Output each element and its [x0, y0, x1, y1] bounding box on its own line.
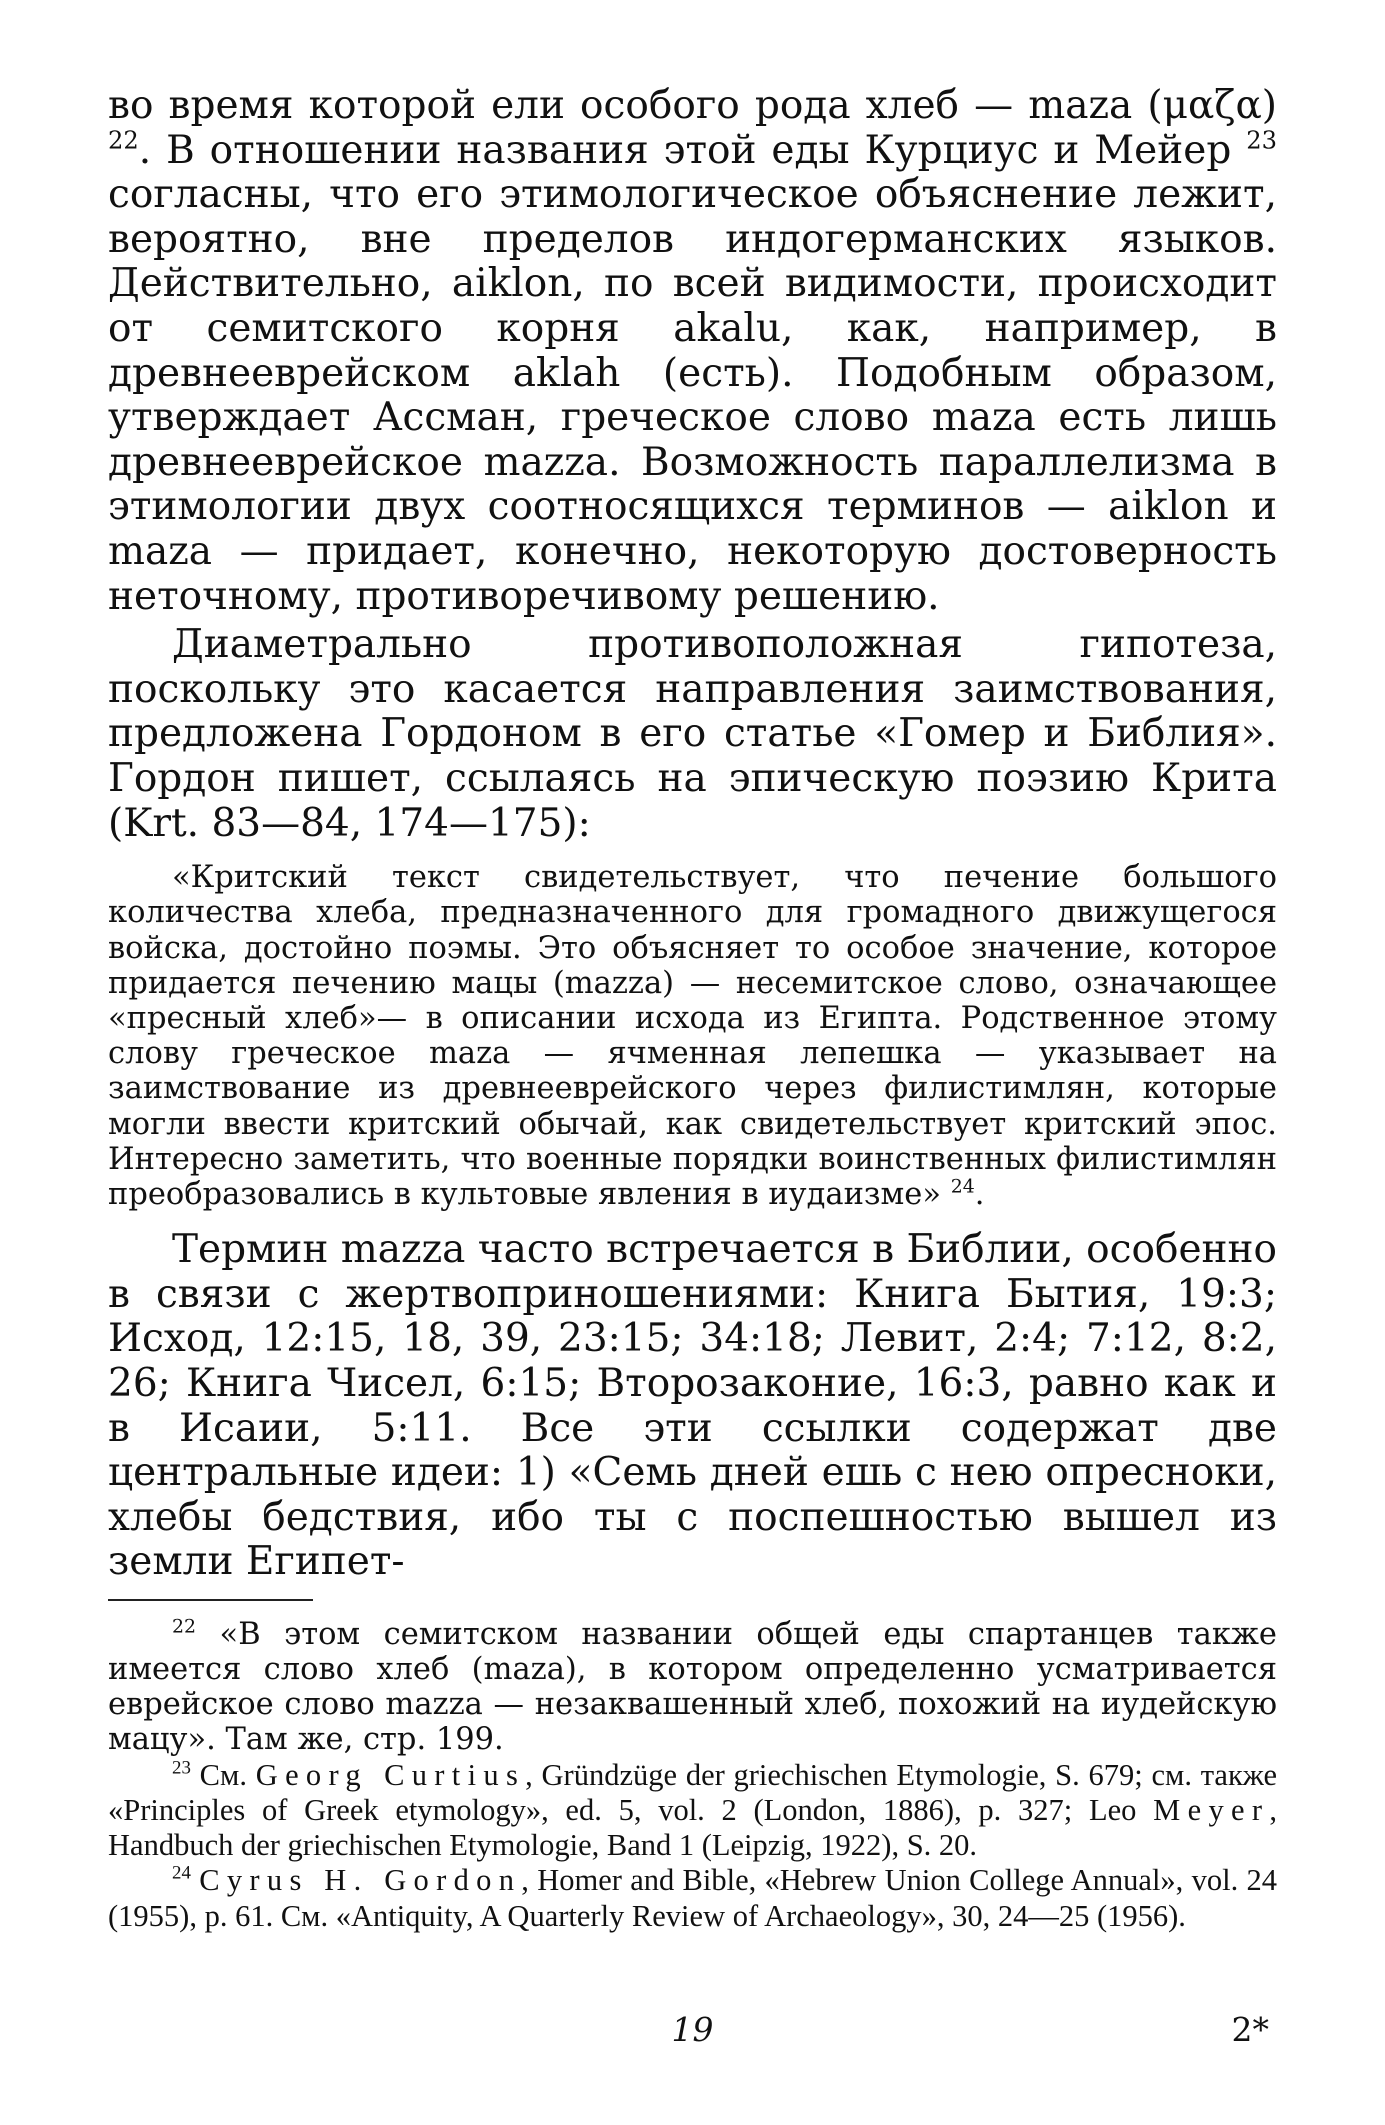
paragraph-text-1: во время которой ели особого рода хлеб — maza (μαζα)	[108, 83, 1277, 128]
footnote-author-meyer: Meyer	[1153, 1792, 1270, 1827]
paragraph-text-2: . В отношении названия этой еды Курциус и Мейер	[138, 127, 1232, 173]
footnote-22	[108, 1617, 1277, 1758]
quote-text: «Критский текст свидетельствует, что печение большого количества хлеба, предназначенного для громадного движущегося войска, достойно поэмы. Это объясняет то особое значение, которое придается печению мацы (mazza) — несемитское слово, означающее «пресный хлеб»— в описании исхода из Египта. Родственное этому слову греческое maza — ячменная лепешка — указывает на заимствование из древнееврейского через филистимлян, которые могли ввести критский обычай, как свидетельствует критский эпос. Интересно заметить, что военные порядки воинственных филистимлян преобразовались в культовые явления в иудаизме»	[108, 860, 1277, 1212]
footnote-ref-22: 22	[108, 126, 139, 155]
footnote-text-22: «В этом семитском названии общей еды спартанцев также имеется слово хлеб (maza), в котором определенно усматривается еврейское слово mazza — незаквашенный хлеб, похожий на иудейскую мацу». Там же, стр. 199.	[108, 1616, 1277, 1758]
footnote-number-24: 24	[172, 1862, 191, 1884]
paragraph-mazza: Термин mazza часто встречается в Библии, особенно в связи с жертвоприношениями: Книга Бытия, 19:3; Исход, 12:15, 18, 39, 23:15; 34:18; Левит, 2:4; 7:12, 8:2, 26; Книга Чисел, 6:15; Второзаконие, 16:3, равно как и в Исаии, 5:11. Все эти ссылки содержат две центральные идеи: 1) «Семь дней ешь с нею опресноки, хлебы бедствия, ибо ты с поспешностью вышел из земли Египет-	[108, 1227, 1277, 1585]
footnote-author-gordon: Cyrus H. Gordon	[199, 1863, 522, 1898]
footnote-ref-24: 24	[950, 1175, 975, 1198]
footnote-prefix-24	[191, 1863, 199, 1897]
footnote-number-23: 23	[172, 1757, 191, 1779]
quote-end: .	[974, 1176, 985, 1212]
footnote-author-curtius: Georg Curtius	[255, 1757, 526, 1792]
page-footer	[108, 2010, 1277, 2054]
footnote-24	[108, 1863, 1277, 1933]
footnote-23	[108, 1758, 1277, 1864]
footnote-ref-23: 23	[1246, 126, 1277, 155]
signature-mark: 2*	[1231, 2010, 1269, 2049]
footnote-divider	[108, 1599, 313, 1601]
footnote-text-24: , Homer and Bible, «Hebrew Union College Annual», vol. 24 (1955), p. 61. См. «Antiquity, A Quarterly Review of Archaeology», 30, 24—25 (1956).	[108, 1863, 1277, 1933]
paragraph-text-3: согласны, что его этимологическое объяснение лежит, вероятно, вне пределов индогерманских языков. Действительно, aiklon, по всей видимости, происходит от семитского корня akalu, как, например, в древнееврейском aklah (есть). Подобным образом, утверждает Ассман, греческое слово maza есть лишь древнееврейское mazza. Возможность параллелизма в этимологии двух соотносящихся терминов — aiklon и maza — придает, конечно, некоторую достоверность неточному, противоречивому решению.	[108, 172, 1277, 619]
footnote-text-23a: , Gründzüge der griechischen Etymologie, S. 679; см. также «Principles of Greek etymology», ed. 5, vol. 2 (London, 1886), p. 327; Leo	[108, 1757, 1277, 1827]
block-quote	[108, 860, 1277, 1212]
footnote-text-23b: , Handbuch der griechischen Etymologie, Band 1 (Leipzig, 1922), S. 20.	[108, 1792, 1277, 1863]
footnote-prefix-23: См.	[190, 1757, 256, 1792]
paragraph-gordon: Диаметрально противоположная гипотеза, поскольку это касается направления заимствования, предложена Гордоном в его статье «Гомер и Библия». Гордон пишет, ссылаясь на эпическую поэзию Крита (Krt. 83—84, 174—175):	[108, 622, 1277, 846]
paragraph-continuation	[108, 84, 1277, 619]
footnote-number-22: 22	[172, 1615, 197, 1638]
page-number: 19	[671, 2010, 714, 2049]
